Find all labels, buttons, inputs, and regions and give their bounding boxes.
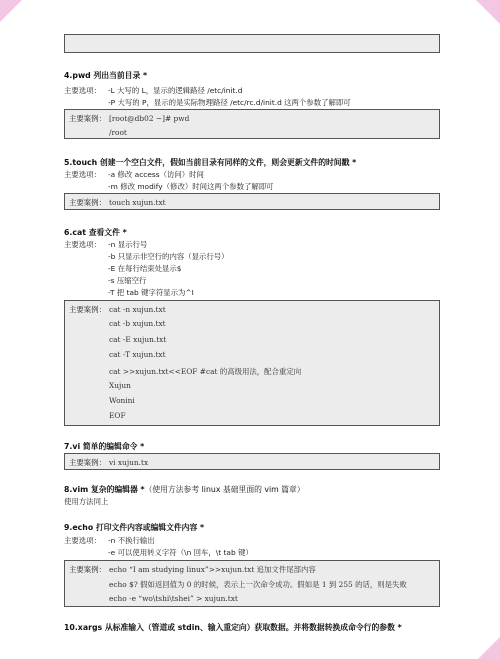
example-row: Wonini (109, 396, 135, 405)
option-line: -s 压缩空行 (108, 276, 147, 285)
example-box-pwd (64, 109, 440, 139)
example-row: 主要案例： echo “I am studying linux”>>xujun.txt 追加文件尾部内容 (69, 565, 316, 574)
example-row: Xujun (109, 381, 131, 390)
page-corner-decoration (476, 0, 500, 24)
example-row: echo $? 假如返回值为 0 的时候，表示上一次命令成功。假如是 1 到 255 的话，则是失败 (109, 580, 407, 589)
section-heading-pwd: 4.pwd 列出当前目录 * (64, 71, 148, 80)
option-line: -E 在每行结束处显示$ (108, 264, 182, 273)
example-box-cat (64, 300, 440, 426)
example-row: 主要案例： vi xujun.tx (69, 458, 149, 467)
example-row: /root (109, 128, 127, 137)
example-row: EOF (109, 411, 126, 420)
example-row: 主要案例： [root@db02 ~]# pwd (69, 114, 190, 123)
example-row: cat -T xujun.txt (109, 350, 166, 359)
example-row: cat -E xujun.txt (109, 335, 167, 344)
example-row: 主要案例： touch xujun.txt (69, 198, 166, 207)
example-row: echo -e “wo\tshi\tshei” > xujun.txt (109, 594, 238, 603)
section-heading-echo: 9.echo 打印文件内容或编辑文件内容 * (64, 523, 205, 532)
option-line: -T 把 tab 键字符显示为^I (108, 288, 194, 297)
example-box-prev (64, 34, 440, 53)
option-line: -m 修改 modify（修改）时间这两个参数了解即可 (108, 182, 274, 191)
option-line: 主要选项： -n 显示行号 (64, 240, 148, 249)
section-heading-vim: 8.vim 复杂的编辑器 *（使用方法参考 linux 基础里面的 vim 篇章） (64, 485, 305, 494)
example-row: 主要案例： cat -n xujun.txt (69, 305, 166, 314)
option-line: 主要选项： -L 大写的 L，显示的逻辑路径 /etc/init.d (64, 86, 243, 95)
page-corner-decoration (0, 0, 22, 22)
section-heading-vi: 7.vi 简单的编辑命令 * (64, 442, 145, 451)
option-line: -b 只显示非空行的内容（显示行号） (108, 252, 229, 261)
option-line: 主要选项： -a 修改 access（访问）时间 (64, 170, 204, 179)
usage-line: 使用方法同上 (64, 497, 109, 506)
page-corner-decoration (478, 637, 500, 659)
section-note: （使用方法参考 linux 基础里面的 vim 篇章） (144, 485, 305, 494)
example-row: cat -b xujun.txt (109, 319, 166, 328)
section-heading-touch: 5.touch 创建一个空白文件，假如当前目录有同样的文件，则会更新文件的时间戳 * (64, 158, 357, 167)
section-heading-xargs: 10.xargs 从标准输入（管道或 stdin、输入重定向）获取数据。并将数据转换成命令行的参数 * (64, 623, 402, 632)
option-line: -e 可以使用转义字符（\n 回车，\t tab 键） (108, 548, 253, 557)
option-line: 主要选项： -n 不换行输出 (64, 536, 155, 545)
example-row: cat >>xujun.txt<<EOF #cat 的高级用法，配合重定向 (109, 367, 302, 376)
option-line: -P 大写的 P，显示的是实际物理路径 /etc/rc.d/init.d 这两个参数了解即可 (108, 98, 351, 107)
example-box-vi (64, 453, 440, 470)
example-box-echo (64, 560, 440, 607)
example-box-touch (64, 193, 440, 210)
section-heading-cat: 6.cat 查看文件 * (64, 228, 127, 237)
